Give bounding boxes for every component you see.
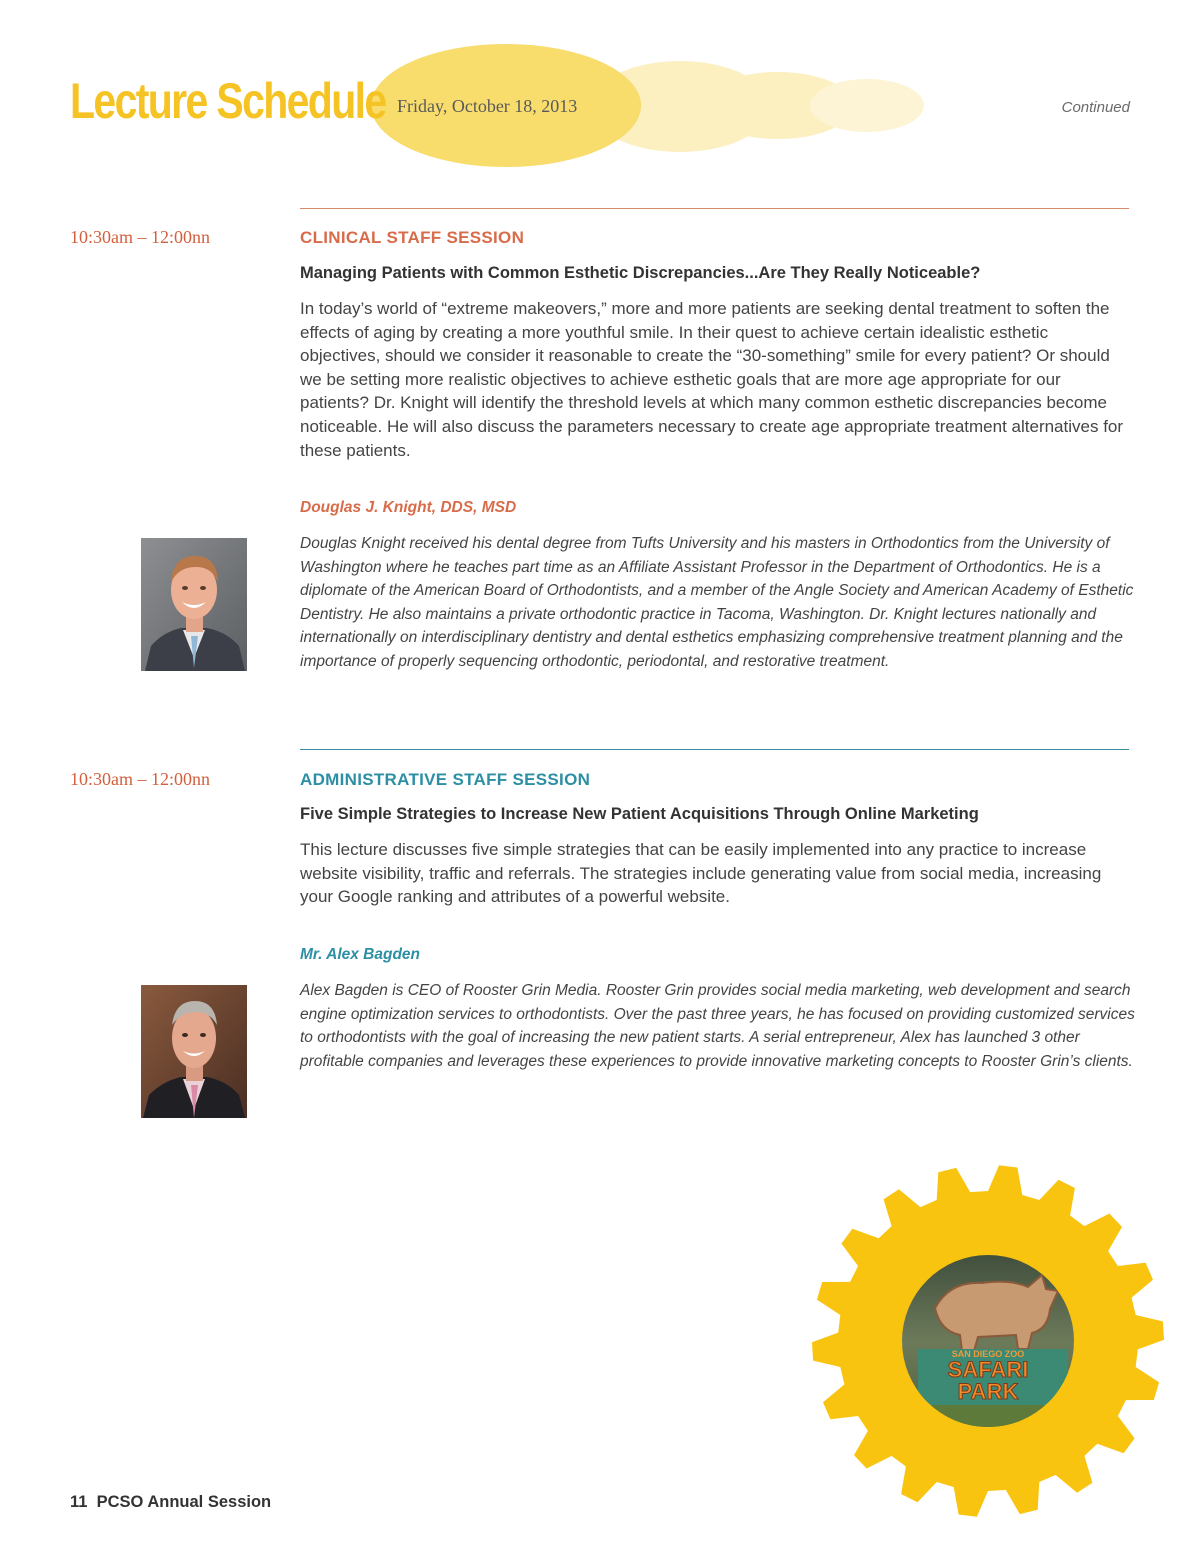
lecture-title: Five Simple Strategies to Increase New Patient Acquisitions Through Online Marketing (300, 805, 979, 823)
lecture-title: Managing Patients with Common Esthetic Discrepancies...Are They Really Noticeable? (300, 264, 981, 282)
page-footer (70, 1493, 271, 1512)
lecture-description: This lecture discusses five simple strategies that can be easily implemented into any practice to increase website visibility, traffic and referrals. The strategies include generating value from social media, increasing your Google ranking and attributes of a powerful website. (300, 840, 1102, 907)
section-divider (300, 208, 1129, 209)
page-title: Lecture Schedule (70, 73, 386, 129)
decorative-bubble (810, 79, 924, 132)
session-label: CLINICAL STAFF SESSION (300, 228, 525, 247)
badge-line-1: SAFARI (947, 1357, 1029, 1382)
speaker-photo (141, 538, 247, 671)
session-label: ADMINISTRATIVE STAFF SESSION (300, 770, 591, 789)
speaker-bio: Douglas Knight received his dental degree from Tufts University and his masters in Orthodontics from the University of Washington where he teaches part time as an Affiliate Assistant Professor in the Department of Orthodontics. He is a diplomate of the American Board of Orthodontists, and a member of the Angle Society and American Academy of Esthetic Dentistry. He also maintains a private orthodontic practice in Tacoma, Washington. Dr. Knight lectures nationally and internationally on interdisciplinary dentistry and dental esthetics emphasizing comprehensive treatment planning and the importance of properly sequencing orthodontic, periodontal, and restorative treatment. (300, 535, 1134, 670)
session-time: 10:30am – 12:00nn (70, 769, 210, 789)
badge-line-2: PARK (957, 1379, 1019, 1404)
lecture-description: In today’s world of “extreme makeovers,” more and more patients are seeking dental treatment to soften the effects of aging by creating a more youthful smile. In their quest to achieve certain idealistic esthetic objectives, should we consider it reasonable to create the “30-something” smile for every patient? Or should we be setting more realistic objectives to achieve esthetic goals that are more age appropriate for our patients? Dr. Knight will identify the threshold levels at which many common esthetic discrepancies become noticeable. He will also discuss the parameters necessary to create age appropriate treatment alternatives for these patients. (300, 299, 1124, 460)
continued-label: Continued (1061, 99, 1130, 116)
safari-park-badge (810, 1163, 1166, 1519)
page-number: 11 (70, 1493, 88, 1511)
badge-top-text: SAN DIEGO ZOO (951, 1349, 1025, 1359)
speaker-name: Douglas J. Knight, DDS, MSD (300, 499, 517, 516)
session-time: 10:30am – 12:00nn (70, 227, 210, 247)
speaker-name: Mr. Alex Bagden (300, 946, 421, 963)
speaker-bio: Alex Bagden is CEO of Rooster Grin Media. Rooster Grin provides social media marketing, web development and search engine optimization services to orthodontists. Over the past three years, he has focused on providing customized services to orthodontists with the goal of increasing the new patient starts. A serial entrepreneur, Alex has launched 3 other profitable companies and leverages these experiences to provide innovative marketing concepts to Rooster Grin’s clients. (300, 982, 1135, 1070)
section-divider (300, 749, 1129, 750)
publication-name: PCSO Annual Session (96, 1493, 272, 1511)
speaker-photo (141, 985, 247, 1118)
schedule-date: Friday, October 18, 2013 (397, 96, 578, 116)
